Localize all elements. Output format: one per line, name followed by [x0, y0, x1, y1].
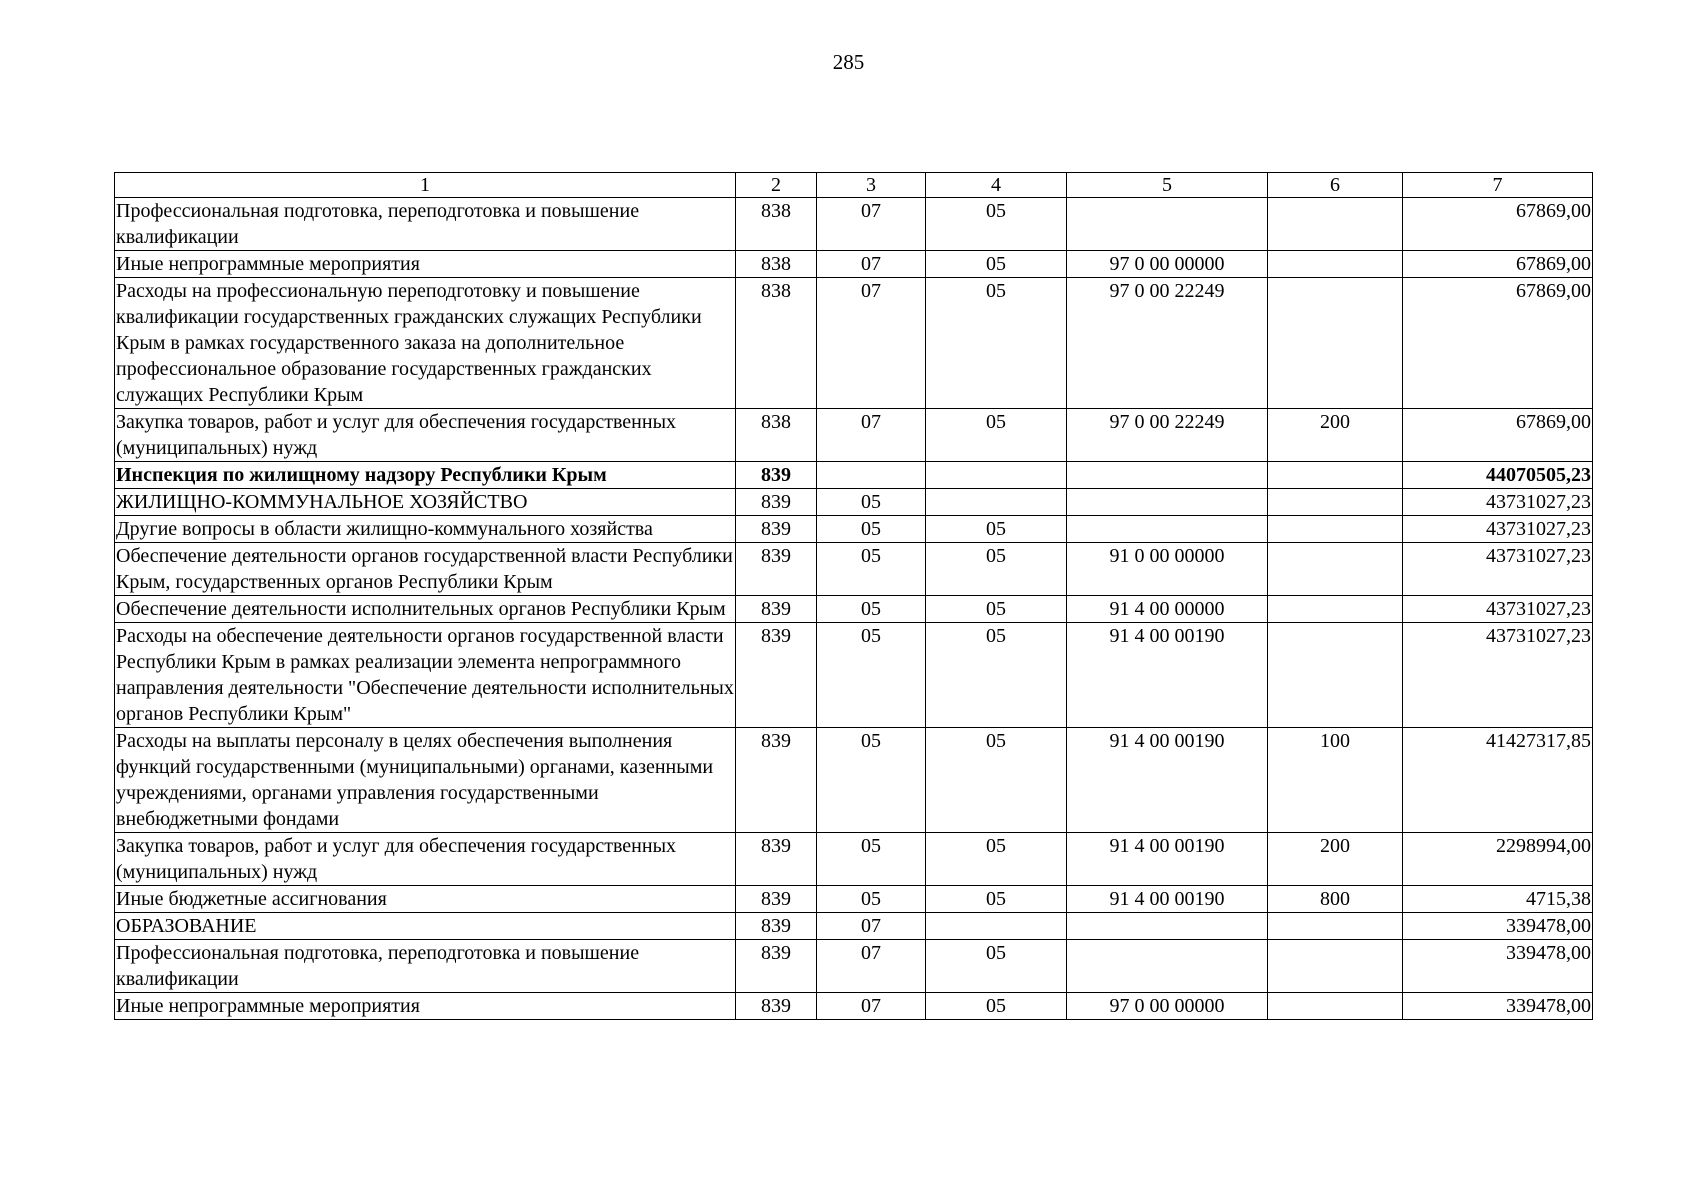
row-col-4: 05: [926, 993, 1067, 1020]
row-amount: 43731027,23: [1403, 489, 1593, 516]
row-col-3: 05: [817, 543, 926, 596]
row-col-6: 200: [1268, 409, 1403, 462]
row-col-4: 05: [926, 278, 1067, 409]
row-name: Иные непрограммные мероприятия: [115, 251, 736, 278]
row-col-3: 05: [817, 516, 926, 543]
row-col-6: [1268, 940, 1403, 993]
page-number: 285: [832, 50, 865, 74]
row-col-6: [1268, 623, 1403, 728]
row-name: Расходы на профессиональную переподготовку и повышение квалификации государственных гражданских служащих Республики Крым в рамках государственного заказа на дополнительное профессиональное образование государственных гражданских служащих Республики Крым: [115, 278, 736, 409]
row-amount: 67869,00: [1403, 409, 1593, 462]
header-cell-4: 4: [926, 173, 1067, 198]
row-amount: 67869,00: [1403, 278, 1593, 409]
row-col-3: 07: [817, 198, 926, 251]
row-col-2: 839: [736, 993, 817, 1020]
row-col-2: 839: [736, 489, 817, 516]
row-name: Иные непрограммные мероприятия: [115, 993, 736, 1020]
row-col-4: [926, 462, 1067, 489]
table-row: [115, 516, 1593, 543]
row-col-6: [1268, 993, 1403, 1020]
row-col-4: 05: [926, 596, 1067, 623]
row-col-2: 839: [736, 516, 817, 543]
row-col-3: 07: [817, 409, 926, 462]
row-amount: 44070505,23: [1403, 462, 1593, 489]
table-row: [115, 462, 1593, 489]
row-amount: 43731027,23: [1403, 623, 1593, 728]
table-row: [115, 993, 1593, 1020]
row-col-6: [1268, 913, 1403, 940]
row-col-3: 07: [817, 278, 926, 409]
table-row: [115, 940, 1593, 993]
row-name: Профессиональная подготовка, переподготовка и повышение квалификации: [115, 940, 736, 993]
table-row: [115, 833, 1593, 886]
row-col-4: [926, 489, 1067, 516]
row-amount: 43731027,23: [1403, 596, 1593, 623]
row-col-4: 05: [926, 543, 1067, 596]
table-row: [115, 198, 1593, 251]
row-name: Иные бюджетные ассигнования: [115, 886, 736, 913]
row-col-2: 838: [736, 409, 817, 462]
row-col-5: [1067, 516, 1268, 543]
row-amount: 339478,00: [1403, 913, 1593, 940]
row-name: ОБРАЗОВАНИЕ: [115, 913, 736, 940]
header-cell-3: 3: [817, 173, 926, 198]
row-col-2: 839: [736, 462, 817, 489]
row-col-2: 839: [736, 833, 817, 886]
row-name: Закупка товаров, работ и услуг для обеспечения государственных (муниципальных) нужд: [115, 833, 736, 886]
row-col-6: [1268, 543, 1403, 596]
row-amount: 339478,00: [1403, 940, 1593, 993]
row-amount: 4715,38: [1403, 886, 1593, 913]
row-col-4: 05: [926, 728, 1067, 833]
row-col-5: 91 4 00 00190: [1067, 886, 1268, 913]
row-col-2: 839: [736, 596, 817, 623]
table-row: [115, 251, 1593, 278]
row-col-5: [1067, 462, 1268, 489]
row-name: Закупка товаров, работ и услуг для обеспечения государственных (муниципальных) нужд: [115, 409, 736, 462]
table-row: [115, 278, 1593, 409]
row-name: Инспекция по жилищному надзору Республики Крым: [115, 462, 736, 489]
header-cell-1: 1: [115, 173, 736, 198]
row-amount: 43731027,23: [1403, 516, 1593, 543]
row-name: ЖИЛИЩНО-КОММУНАЛЬНОЕ ХОЗЯЙСТВО: [115, 489, 736, 516]
row-col-4: 05: [926, 623, 1067, 728]
row-col-5: [1067, 489, 1268, 516]
row-col-2: 838: [736, 278, 817, 409]
table-row: [115, 543, 1593, 596]
row-col-2: 839: [736, 940, 817, 993]
row-amount: 67869,00: [1403, 198, 1593, 251]
row-col-6: 100: [1268, 728, 1403, 833]
row-col-3: 05: [817, 833, 926, 886]
header-cell-2: 2: [736, 173, 817, 198]
table-row: [115, 596, 1593, 623]
row-name: Профессиональная подготовка, переподготовка и повышение квалификации: [115, 198, 736, 251]
table-row: [115, 728, 1593, 833]
row-name: Расходы на выплаты персоналу в целях обеспечения выполнения функций государственными (муниципальными) органами, казенными учреждениями, органами управления государственными внебюджетными фондами: [115, 728, 736, 833]
row-col-5: [1067, 198, 1268, 251]
row-col-6: [1268, 596, 1403, 623]
row-col-2: 839: [736, 728, 817, 833]
row-col-5: 91 4 00 00190: [1067, 623, 1268, 728]
row-col-6: [1268, 462, 1403, 489]
table-row: [115, 623, 1593, 728]
row-col-2: 839: [736, 543, 817, 596]
row-amount: 67869,00: [1403, 251, 1593, 278]
row-col-5: 91 4 00 00190: [1067, 728, 1268, 833]
row-col-6: 800: [1268, 886, 1403, 913]
row-col-4: 05: [926, 251, 1067, 278]
row-col-3: 05: [817, 728, 926, 833]
row-col-6: 200: [1268, 833, 1403, 886]
row-amount: 43731027,23: [1403, 543, 1593, 596]
row-col-5: 91 4 00 00000: [1067, 596, 1268, 623]
row-col-4: 05: [926, 886, 1067, 913]
table-row: [115, 489, 1593, 516]
row-col-4: 05: [926, 940, 1067, 993]
row-col-2: 839: [736, 886, 817, 913]
row-col-4: 05: [926, 198, 1067, 251]
row-name: Расходы на обеспечение деятельности органов государственной власти Республики Крым в рамках реализации элемента непрограммного направления деятельности "Обеспечение деятельности исполнительных органов Республики Крым": [115, 623, 736, 728]
row-amount: 41427317,85: [1403, 728, 1593, 833]
row-col-3: 07: [817, 993, 926, 1020]
table-row: [115, 409, 1593, 462]
row-col-5: [1067, 940, 1268, 993]
row-amount: 339478,00: [1403, 993, 1593, 1020]
header-cell-6: 6: [1268, 173, 1403, 198]
table-row: [115, 886, 1593, 913]
row-col-5: 91 4 00 00190: [1067, 833, 1268, 886]
row-col-3: 05: [817, 596, 926, 623]
row-col-2: 839: [736, 913, 817, 940]
row-col-6: [1268, 489, 1403, 516]
row-col-3: [817, 462, 926, 489]
row-col-5: [1067, 913, 1268, 940]
budget-table: [114, 172, 1593, 1020]
row-col-6: [1268, 516, 1403, 543]
row-col-5: 91 0 00 00000: [1067, 543, 1268, 596]
header-cell-7: 7: [1403, 173, 1593, 198]
row-col-3: 07: [817, 913, 926, 940]
row-name: Обеспечение деятельности исполнительных органов Республики Крым: [115, 596, 736, 623]
row-col-4: 05: [926, 516, 1067, 543]
row-name: Обеспечение деятельности органов государственной власти Республики Крым, государственных органов Республики Крым: [115, 543, 736, 596]
row-col-2: 838: [736, 251, 817, 278]
table-row: [115, 913, 1593, 940]
row-col-3: 05: [817, 623, 926, 728]
row-col-5: 97 0 00 22249: [1067, 409, 1268, 462]
row-col-3: 05: [817, 886, 926, 913]
row-col-5: 97 0 00 00000: [1067, 993, 1268, 1020]
row-col-2: 838: [736, 198, 817, 251]
row-col-6: [1268, 251, 1403, 278]
row-col-4: 05: [926, 409, 1067, 462]
header-cell-5: 5: [1067, 173, 1268, 198]
row-col-2: 839: [736, 623, 817, 728]
row-name: Другие вопросы в области жилищно-коммунального хозяйства: [115, 516, 736, 543]
row-col-4: [926, 913, 1067, 940]
row-col-5: 97 0 00 22249: [1067, 278, 1268, 409]
header-row: [115, 173, 1593, 198]
row-col-5: 97 0 00 00000: [1067, 251, 1268, 278]
row-col-6: [1268, 278, 1403, 409]
row-col-4: 05: [926, 833, 1067, 886]
row-col-3: 07: [817, 251, 926, 278]
row-col-6: [1268, 198, 1403, 251]
row-amount: 2298994,00: [1403, 833, 1593, 886]
row-col-3: 07: [817, 940, 926, 993]
row-col-3: 05: [817, 489, 926, 516]
